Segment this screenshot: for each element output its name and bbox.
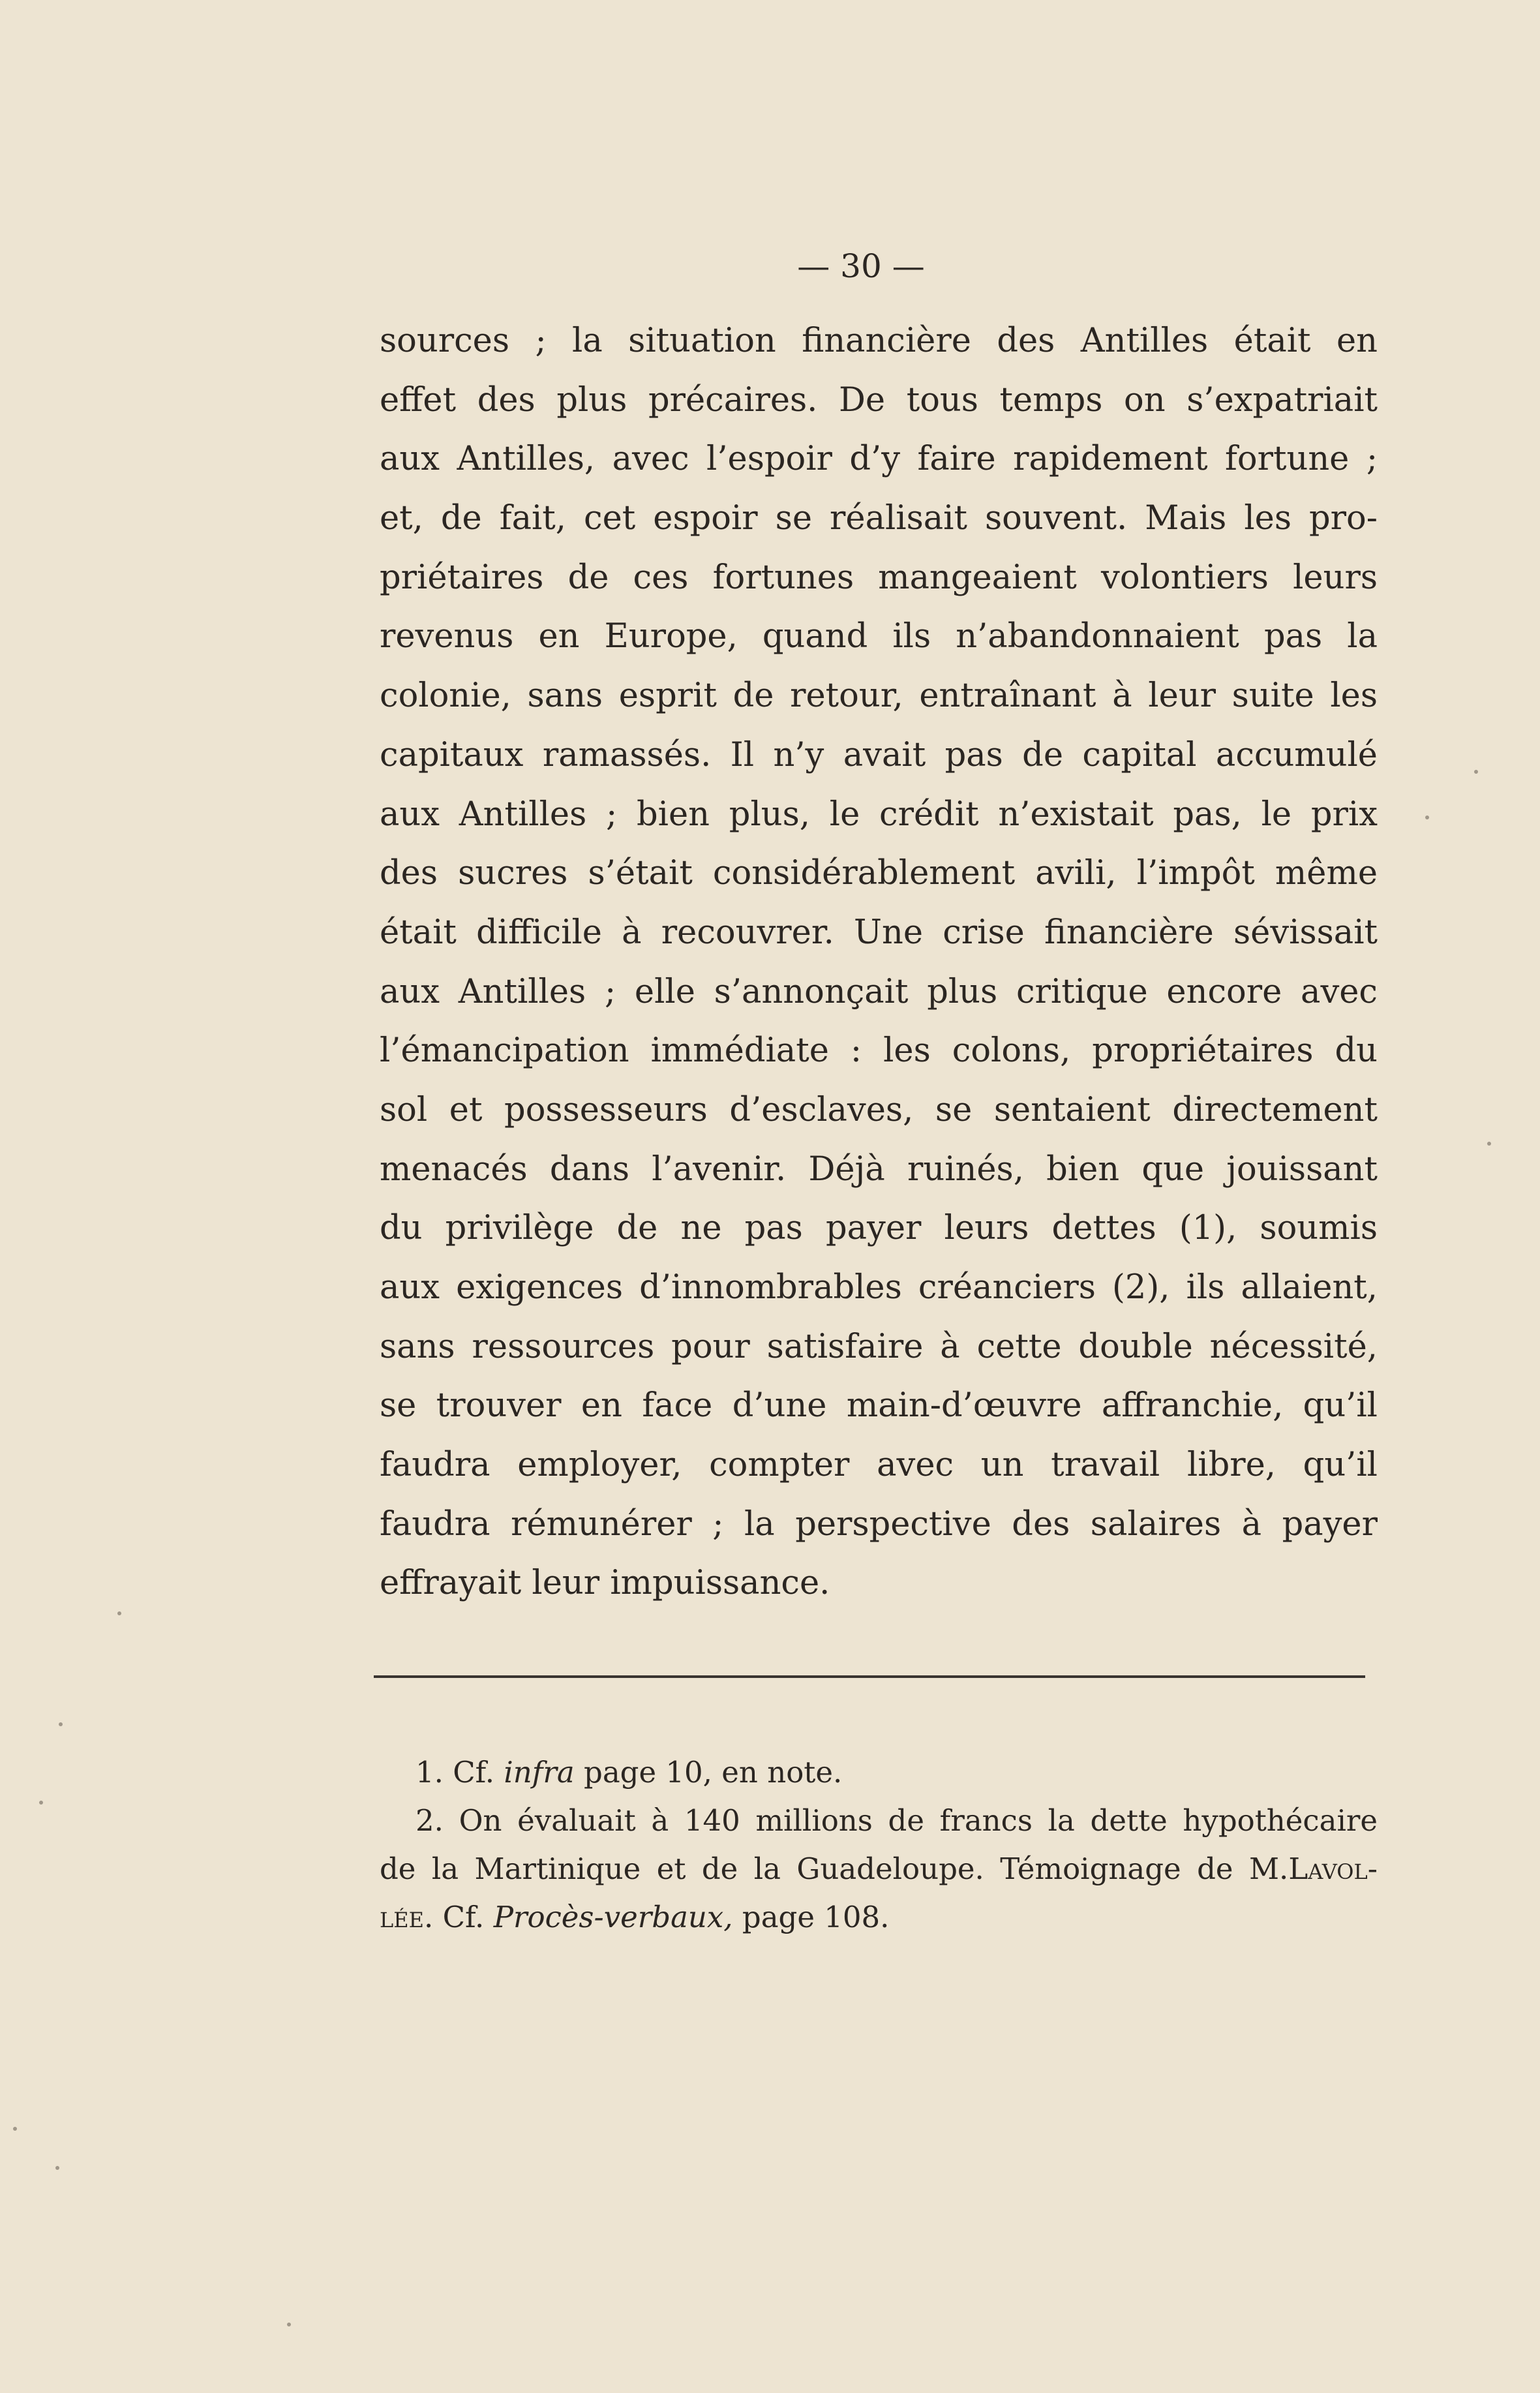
paper-speck bbox=[39, 1801, 43, 1805]
paper-speck bbox=[1425, 815, 1429, 819]
footnote-2-line-1: 2. On évaluait à 140 millions de francs la dette hypothécaire bbox=[415, 1803, 1378, 1838]
footnote-2-rest: page 108. bbox=[742, 1900, 890, 1934]
footnote-2-text: de la Martinique et de la Guadeloupe. Témoignage de M. bbox=[380, 1852, 1289, 1886]
footnote-2-line-2 bbox=[380, 1845, 1378, 1893]
body-line: aux Antilles ; bien plus, le crédit n’existait pas, le prix bbox=[380, 795, 1378, 834]
body-line: faudra employer, compter avec un travail libre, qu’il bbox=[380, 1446, 1378, 1485]
paper-speck bbox=[55, 2166, 59, 2170]
body-line: effrayait leur impuissance. bbox=[380, 1564, 830, 1603]
body-line: se trouver en face d’une main-d’œuvre affranchie, qu’il bbox=[380, 1386, 1378, 1425]
body-line: était difficile à recouvrer. Une crise financière sévissait bbox=[380, 913, 1378, 952]
footnotes bbox=[380, 1748, 1378, 1942]
footnote-2-cf: . Cf. bbox=[423, 1900, 485, 1934]
body-line: l’émancipation immédiate : les colons, propriétaires du bbox=[380, 1031, 1378, 1071]
footnote-2-italic: Procès-verbaux, bbox=[493, 1900, 733, 1934]
body-line: sol et possesseurs d’esclaves, se sentaient directement bbox=[380, 1090, 1378, 1129]
paper-speck bbox=[117, 1611, 121, 1615]
body-line: du privilège de ne pas payer leurs dettes (1), soumis bbox=[380, 1209, 1378, 1248]
body-line: menacés dans l’avenir. Déjà ruinés, bien que jouissant bbox=[380, 1150, 1378, 1189]
body-line: sources ; la situation financière des Antilles était en bbox=[380, 322, 1378, 360]
footnote-2-author-end: lée bbox=[380, 1900, 424, 1934]
body-line: revenus en Europe, quand ils n’abandonnaient pas la bbox=[380, 617, 1378, 656]
paper-speck bbox=[1487, 1142, 1491, 1146]
body-line: capitaux ramassés. Il n’y avait pas de capital accumulé bbox=[380, 735, 1378, 774]
footnote-1-rest: page 10, en note. bbox=[584, 1755, 843, 1790]
body-line: et, de fait, cet espoir se réalisait souvent. Mais les pro- bbox=[380, 499, 1378, 538]
footnote-1 bbox=[380, 1748, 1378, 1797]
body-line: aux Antilles, avec l’espoir d’y faire rapidement fortune ; bbox=[380, 440, 1378, 479]
footnote-2-author: Lavol- bbox=[1288, 1852, 1378, 1886]
body-line: priétaires de ces fortunes mangeaient volontiers leurs bbox=[380, 558, 1378, 597]
paper-speck bbox=[13, 2127, 17, 2131]
body-line: aux Antilles ; elle s’annonçait plus critique encore avec bbox=[380, 972, 1378, 1011]
footnote-1-italic: infra bbox=[504, 1755, 575, 1790]
paper-speck bbox=[1474, 770, 1478, 774]
footnote-1-number: 1. bbox=[415, 1755, 444, 1790]
footnote-1-prefix: Cf. bbox=[453, 1755, 495, 1790]
body-line: colonie, sans esprit de retour, entraînant à leur suite les bbox=[380, 677, 1378, 716]
body-line: effet des plus précaires. De tous temps on s’expatriait bbox=[380, 380, 1378, 419]
body-line: aux exigences d’innombrables créanciers (2), ils allaient, bbox=[380, 1268, 1378, 1307]
body-line: faudra rémunérer ; la perspective des salaires à payer bbox=[380, 1504, 1378, 1544]
paper-speck bbox=[287, 2323, 291, 2326]
footnote-separator bbox=[374, 1675, 1365, 1678]
body-line: des sucres s’était considérablement avili, l’impôt même bbox=[380, 854, 1378, 893]
body-line: sans ressources pour satisfaire à cette double nécessité, bbox=[380, 1327, 1378, 1366]
footnote-2-line-3 bbox=[380, 1893, 1378, 1942]
page-number: — 30 — bbox=[797, 247, 925, 285]
body-paragraph bbox=[380, 312, 1378, 1613]
paper-speck bbox=[59, 1722, 63, 1726]
